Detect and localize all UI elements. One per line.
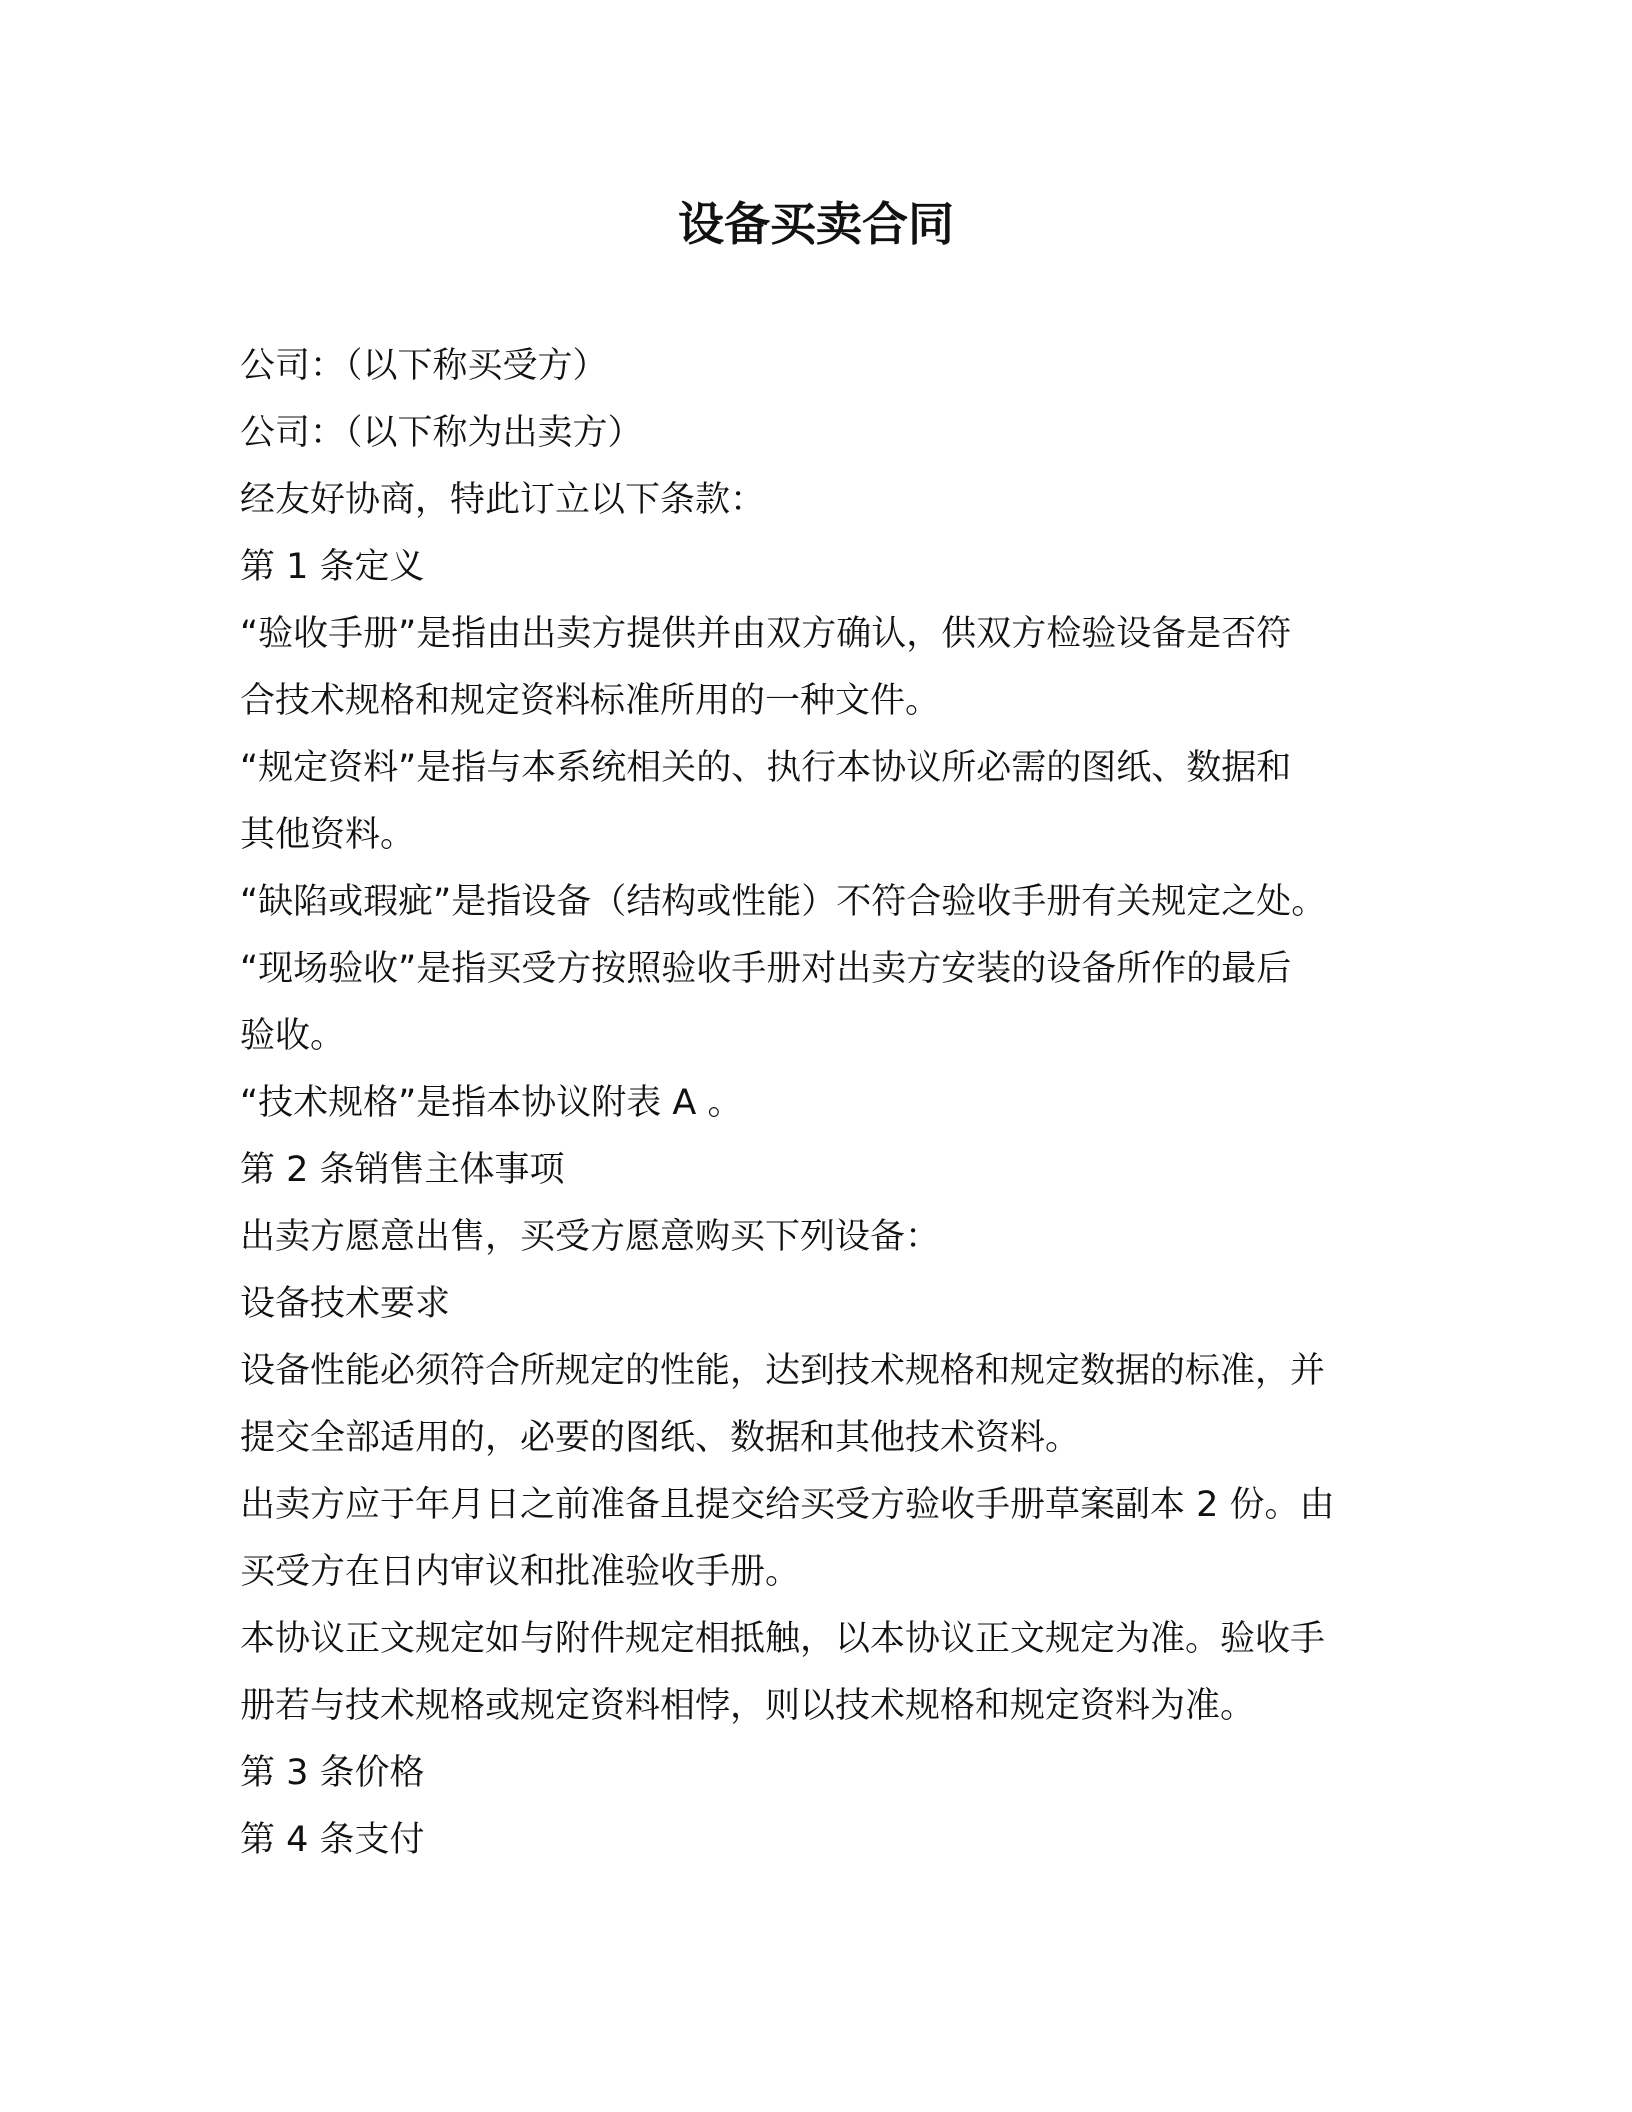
definition-specified-data-line-1: “规定资料”是指与本系统相关的、执行本协议所必需的图纸、数据和: [240, 748, 1292, 788]
sale-statement-line: 出卖方愿意出售，买受方愿意购买下列设备：: [240, 1217, 941, 1257]
definition-site-acceptance-line-2: 验收。: [240, 1016, 346, 1056]
preamble-line: 经友好协商，特此订立以下条款：: [240, 480, 766, 520]
definition-defect-line: “缺陷或瑕疵”是指设备（结构或性能）不符合验收手册有关规定之处。: [240, 882, 1327, 922]
party-seller-line: 公司：（以下称为出卖方）: [240, 413, 643, 453]
precedence-paragraph-line-2: 册若与技术规格或规定资料相悖，则以技术规格和规定资料为准。: [240, 1686, 1256, 1726]
precedence-paragraph-line-1: 本协议正文规定如与附件规定相抵触，以本协议正文规定为准。验收手: [240, 1619, 1326, 1659]
manual-draft-paragraph-line-1: 出卖方应于年月日之前准备且提交给买受方验收手册草案副本 2 份。由: [240, 1485, 1335, 1525]
document-body: [240, 333, 1390, 1874]
definition-site-acceptance-line-1: “现场验收”是指买受方按照验收手册对出卖方安装的设备所作的最后: [240, 949, 1292, 989]
article-1-heading: 第 1 条定义: [240, 547, 425, 587]
article-2-heading: 第 2 条销售主体事项: [240, 1150, 565, 1190]
article-4-heading: 第 4 条支付: [240, 1820, 425, 1860]
definition-specified-data-line-2: 其他资料。: [240, 815, 416, 855]
equipment-requirements-heading: 设备技术要求: [240, 1284, 451, 1324]
party-buyer-line: 公司：（以下称买受方）: [240, 346, 608, 386]
article-3-heading: 第 3 条价格: [240, 1753, 425, 1793]
performance-paragraph-line-1: 设备性能必须符合所规定的性能，达到技术规格和规定数据的标准，并: [240, 1351, 1326, 1391]
definition-acceptance-manual-line-1: “验收手册”是指由出卖方提供并由双方确认，供双方检验设备是否符: [240, 614, 1292, 654]
definition-technical-spec-line: “技术规格”是指本协议附表 A 。: [240, 1083, 743, 1123]
performance-paragraph-line-2: 提交全部适用的，必要的图纸、数据和其他技术资料。: [240, 1418, 1081, 1458]
definition-acceptance-manual-line-2: 合技术规格和规定资料标准所用的一种文件。: [240, 681, 941, 721]
document-title: 设备买卖合同: [678, 197, 954, 251]
manual-draft-paragraph-line-2: 买受方在日内审议和批准验收手册。: [240, 1552, 801, 1592]
